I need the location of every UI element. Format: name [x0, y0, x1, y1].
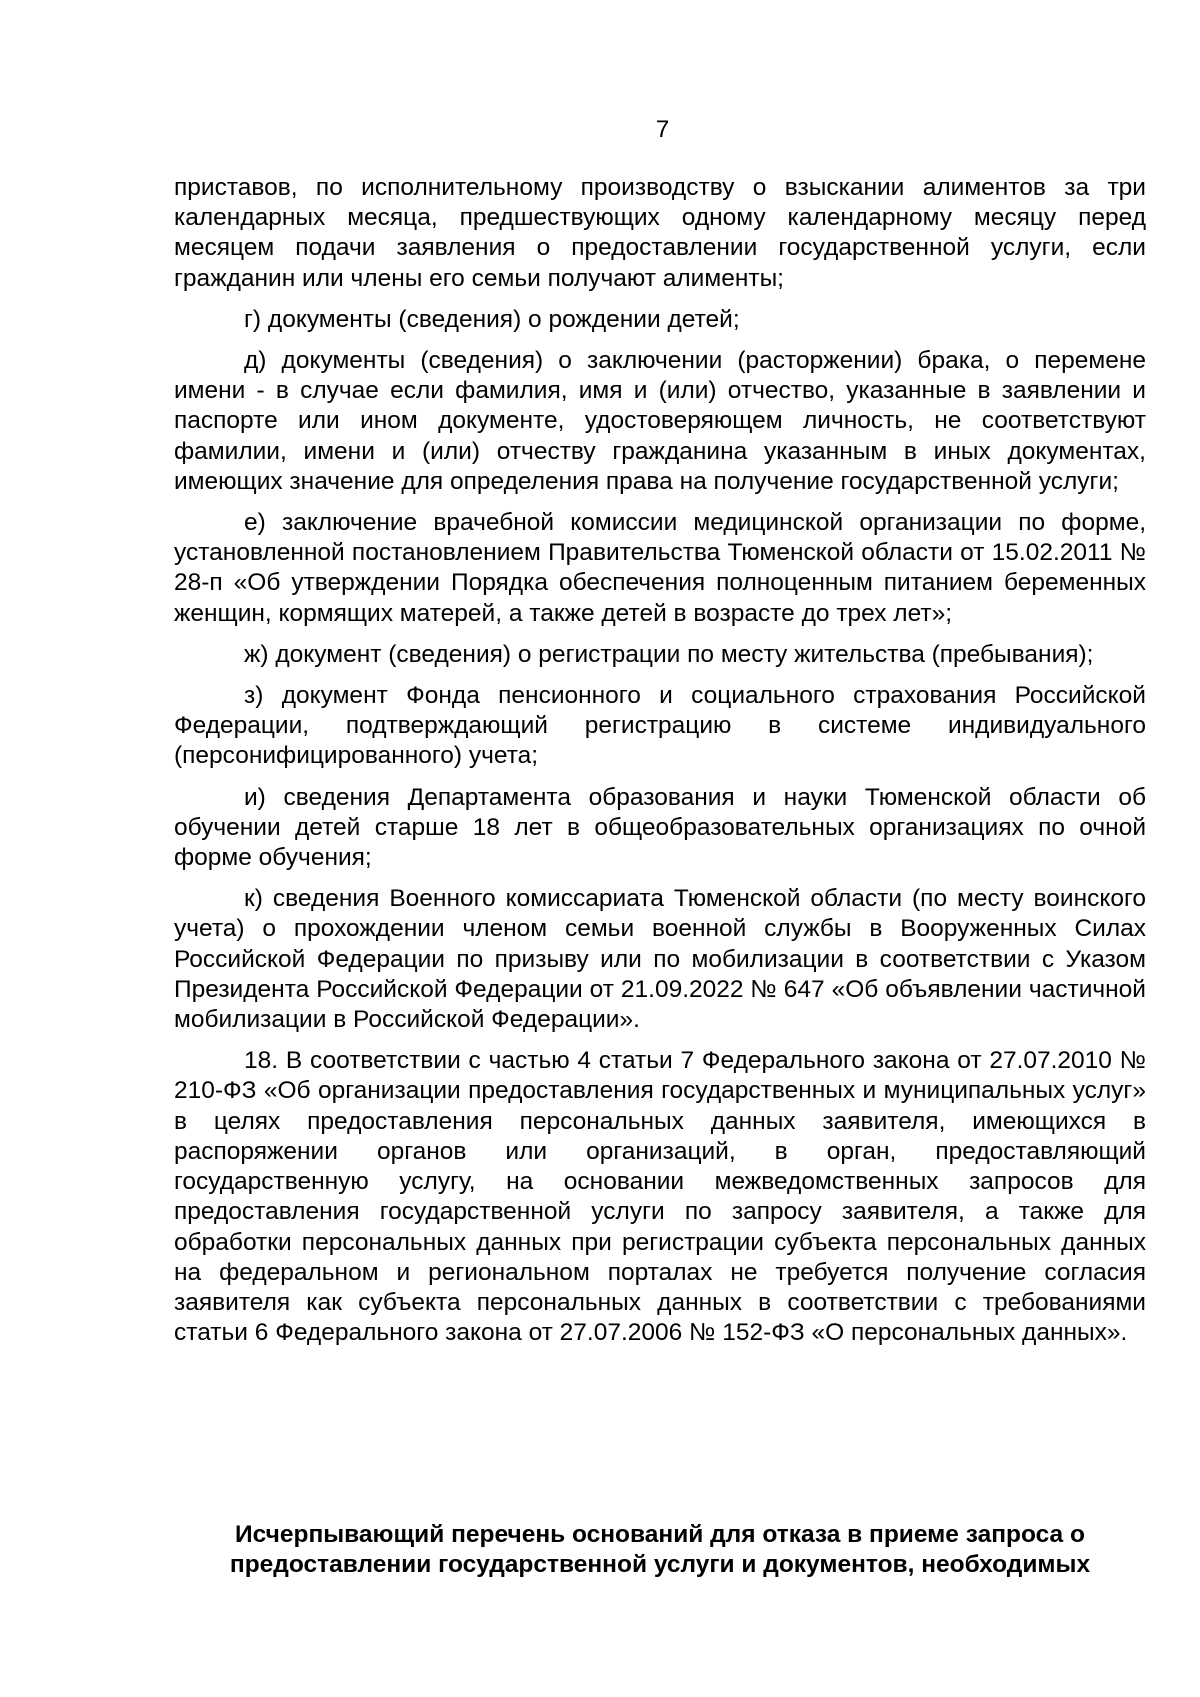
paragraph-section-18: 18. В соответствии с частью 4 статьи 7 Федерального закона от 27.07.2010 № 210-ФЗ «Об организации предоставления государственных и муниципальных услуг» в целях предоставления персональных данных заявителя, имеющихся в распоряжении органов или организаций, в орган, предоставляющий государственную услугу, на основании межведомственных запросов для предоставления государственной услуги по запросу заявителя, а также для обработки персональных данных при регистрации субъекта персональных данных на федеральном и региональном порталах не требуется получение согласия заявителя как субъекта персональных данных в соответствии с требованиями статьи 6 Федерального закона от 27.07.2006 № 152-ФЗ «О персональных данных». [174, 1047, 1146, 1347]
page-number: 7 [655, 116, 670, 143]
section-heading-line-2: предоставлении государственной услуги и документов, необходимых [229, 1551, 1091, 1579]
paragraph-item-e: е) заключение врачебной комиссии медицинской организации по форме, установленной постановлением Правительства Тюменской области от 15.02.2011 № 28-п «Об утверждении Порядка обеспечения полноценным питанием беременных женщин, кормящих матерей, а также детей в возрасте до трех лет»; [174, 509, 1146, 627]
section-heading [174, 1520, 1146, 1580]
paragraph-continuation: приставов, по исполнительному производству о взыскании алиментов за три календарных месяца, предшествующих одному календарному месяцу перед месяцем подачи заявления о предоставлении государственной услуги, если гражданин или члены его семьи получают алименты; [174, 174, 1146, 292]
paragraph-item-zh: ж) документ (сведения) о регистрации по месту жительства (пребывания); [244, 640, 1094, 668]
paragraph-item-z: з) документ Фонда пенсионного и социального страхования Российской Федерации, подтверждающий регистрацию в системе индивидуального (персонифицированного) учета; [174, 682, 1146, 770]
paragraph-item-g: г) документы (сведения) о рождении детей; [244, 305, 740, 333]
document-body [174, 173, 1146, 1359]
paragraph-item-k: к) сведения Военного комиссариата Тюменской области (по месту воинского учета) о прохождении членом семьи военной службы в Вооруженных Силах Российской Федерации по призыву или по мобилизации в соответствии с Указом Президента Российской Федерации от 21.09.2022 № 647 «Об объявлении частичной мобилизации в Российской Федерации». [174, 885, 1146, 1034]
paragraph-item-i: и) сведения Департамента образования и науки Тюменской области об обучении детей старше 18 лет в общеобразовательных организациях по очной форме обучения; [174, 783, 1146, 872]
section-heading-line-1: Исчерпывающий перечень оснований для отказа в приеме запроса о [235, 1521, 1085, 1548]
paragraph-item-d: д) документы (сведения) о заключении (расторжении) брака, о перемене имени - в случае если фамилия, имя и (или) отчество, указанные в заявлении и паспорте или ином документе, удостоверяющем личность, не соответствуют фамилии, имени и (или) отчеству гражданина указанным в иных документах, имеющих значение для определения права на получение государственной услуги; [174, 347, 1146, 495]
